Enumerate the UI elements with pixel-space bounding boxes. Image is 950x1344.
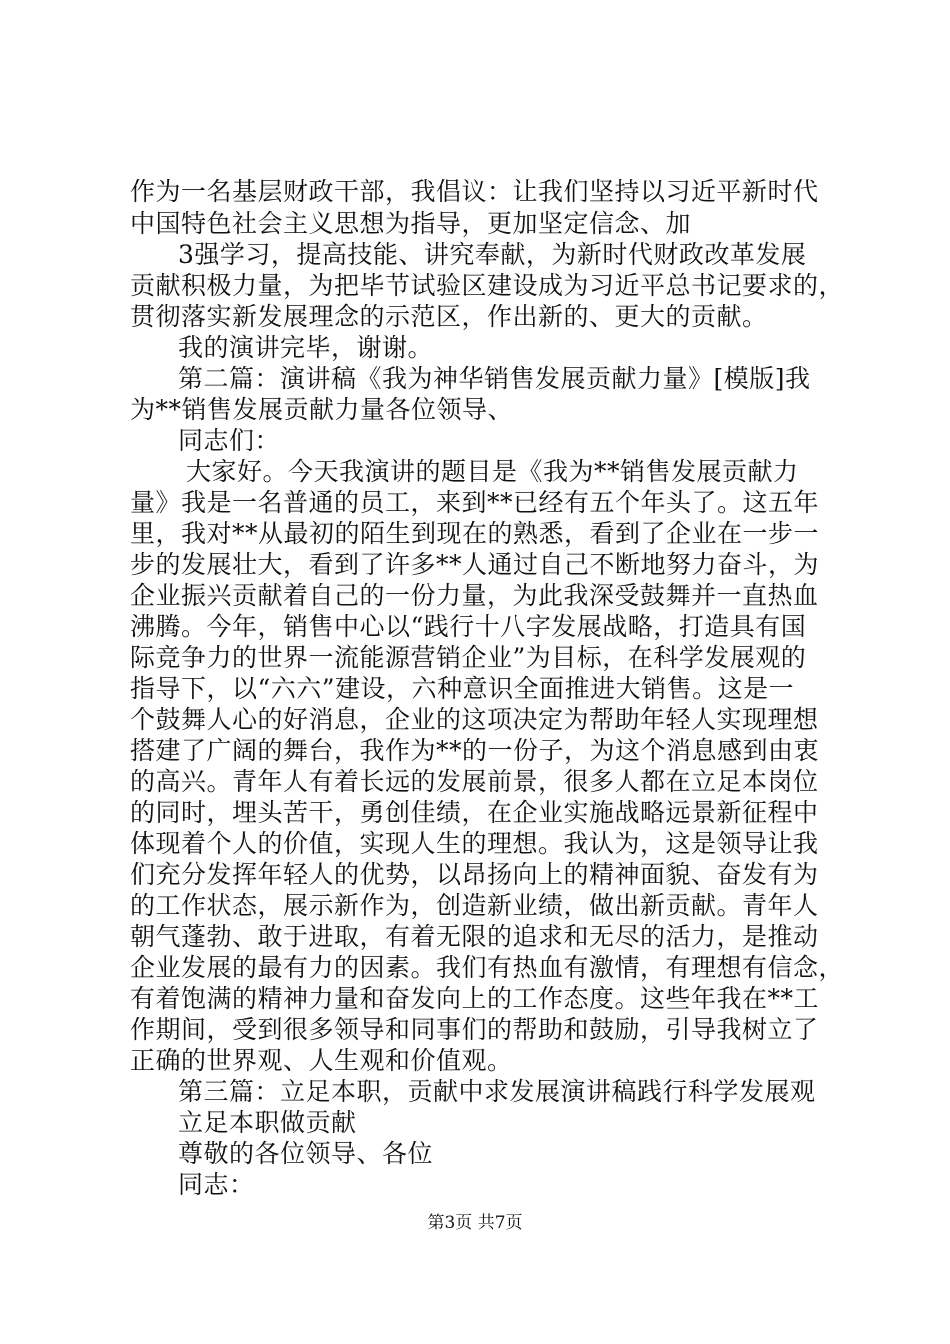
text-line: 有着饱满的精神力量和奋发向上的工作态度。这些年我在**工: [130, 984, 820, 1013]
text-line: 尊敬的各位领导、各位: [178, 1139, 434, 1168]
text-line: 贯彻落实新发展理念的示范区，作出新的、更大的贡献。: [130, 302, 768, 331]
text-line: 作为一名基层财政干部，我倡议：让我们坚持以习近平新时代: [130, 177, 819, 206]
text-line: 步的发展壮大，看到了许多**人通过自己不断地努力奋斗，为: [130, 550, 820, 579]
section-heading: 第二篇：演讲稿《我为神华销售发展贡献力量》[模版]我: [178, 364, 811, 393]
text-line: 个鼓舞人心的好消息，企业的这项决定为帮助年轻人实现理想: [130, 705, 819, 734]
text-line: 大家好。今天我演讲的题目是《我为**销售发展贡献力: [186, 457, 799, 486]
text-line: 中国特色社会主义思想为指导，更加坚定信念、加: [130, 209, 692, 238]
text-line: 立足本职做贡献: [178, 1108, 357, 1137]
section-heading: 第三篇：立足本职，贡献中求发展演讲稿践行科学发展观: [178, 1077, 816, 1106]
text-line: 我的演讲完毕，谢谢。: [178, 333, 434, 362]
text-line: 里，我对**从最初的陌生到现在的熟悉，看到了企业在一步一: [130, 519, 820, 548]
text-line: 企业振兴贡献着自己的一份力量，为此我深受鼓舞并一直热血: [130, 581, 819, 610]
text-line: 同志们：: [178, 426, 281, 455]
text-line: 的工作状态，展示新作为，创造新业绩，做出新贡献。青年人: [130, 891, 819, 920]
text-line: 3强学习，提高技能、讲究奉献，为新时代财政改革发展: [178, 240, 807, 269]
text-line: 朝气蓬勃、敢于进取，有着无限的追求和无尽的活力，是推动: [130, 922, 819, 951]
text-line: 企业发展的最有力的因素。我们有热血有激情，有理想有信念，: [130, 953, 845, 982]
text-line: 沸腾。今年，销售中心以“践行十八字发展战略，打造具有国: [130, 612, 807, 641]
text-line: 为**销售发展贡献力量各位领导、: [130, 395, 514, 424]
text-line: 的同时，埋头苦干，勇创佳绩，在企业实施战略远景新征程中: [130, 798, 819, 827]
text-line: 们充分发挥年轻人的优势，以昂扬向上的精神面貌、奋发有为: [130, 860, 819, 889]
text-line: 际竞争力的世界一流能源营销企业”为目标，在科学发展观的: [130, 643, 807, 672]
text-line: 贡献积极力量，为把毕节试验区建设成为习近平总书记要求的，: [130, 271, 845, 300]
text-line: 搭建了广阔的舞台，我作为**的一份子，为这个消息感到由衷: [130, 736, 820, 765]
text-line: 量》我是一名普通的员工，来到**已经有五个年头了。这五年: [130, 488, 820, 517]
text-line: 正确的世界观、人生观和价值观。: [130, 1046, 513, 1075]
text-line: 作期间，受到很多领导和同事们的帮助和鼓励，引导我树立了: [130, 1015, 819, 1044]
page-number-footer: 第3页 共7页: [427, 1213, 523, 1233]
text-line: 同志：: [178, 1170, 255, 1199]
text-line: 指导下，以“六六”建设，六种意识全面推进大销售。这是一: [130, 674, 795, 703]
text-line: 体现着个人的价值，实现人生的理想。我认为，这是领导让我: [130, 829, 819, 858]
text-line: 的高兴。青年人有着长远的发展前景，很多人都在立足本岗位: [130, 767, 819, 796]
